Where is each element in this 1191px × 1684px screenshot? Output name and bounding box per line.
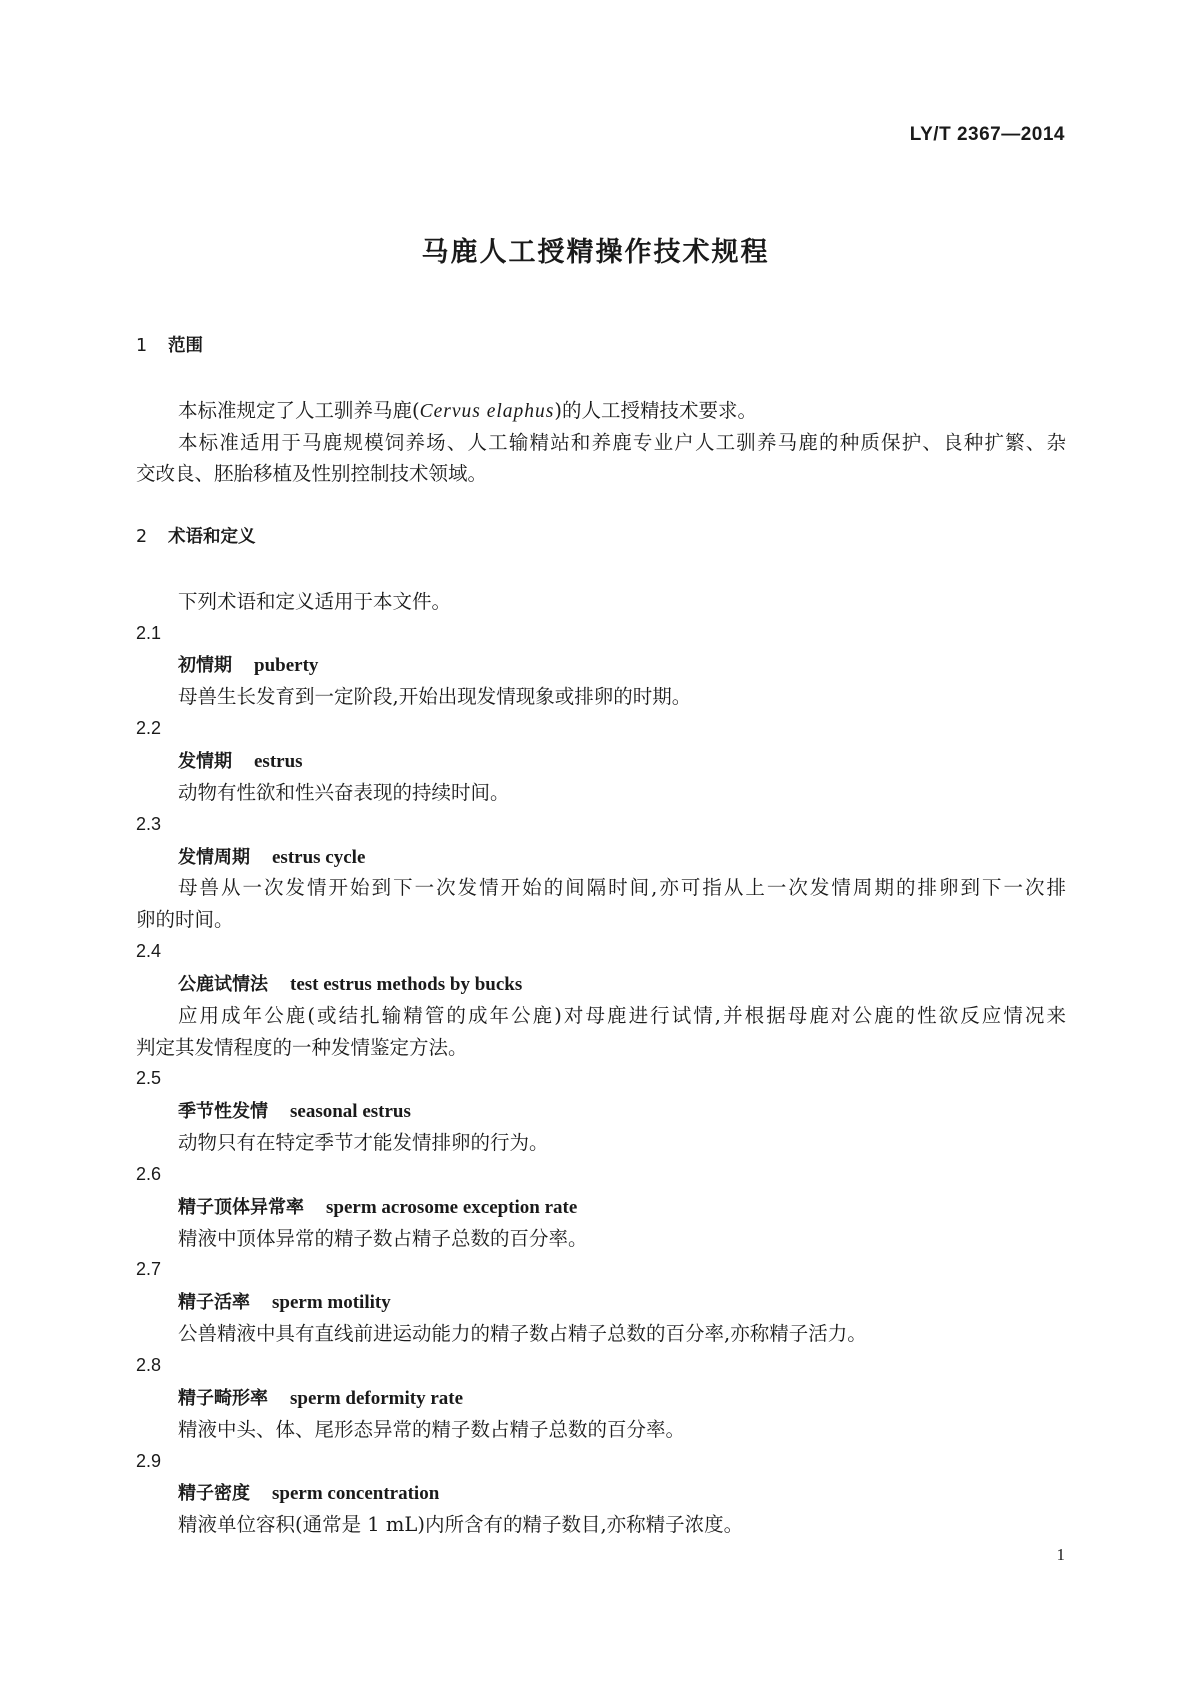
term-english: puberty: [254, 655, 319, 677]
section-number: 2: [136, 527, 148, 548]
term-chinese: 季节性发情: [178, 1101, 268, 1123]
term-definition-line: 卵的时间。: [136, 908, 234, 932]
term-number: 2.9: [136, 1450, 162, 1471]
term-definition-line: 精液中顶体异常的精子数占精子总数的百分率。: [178, 1226, 588, 1250]
page-number: 1: [1056, 1545, 1065, 1564]
term-entry: [136, 1063, 1066, 1159]
term-definition-line: 母兽从一次发情开始到下一次发情开始的间隔时间,亦可指从上一次发情周期的排卵到下一次排: [178, 876, 1066, 900]
term-english: test estrus methods by bucks: [290, 973, 523, 995]
scope-paragraph-1: [136, 395, 1066, 427]
scope-paragraph-2-line: 交改良、胚胎移植及性别控制技术领域。: [136, 462, 488, 486]
term-entry: [136, 1254, 1066, 1350]
term-entry: [136, 618, 1066, 714]
term-definition-line: 精液单位容积(通常是 1 mL)内所含有的精子数目,亦称精子浓度。: [178, 1513, 744, 1537]
term-english: estrus cycle: [272, 846, 366, 868]
term-entry: [136, 809, 1066, 936]
term-definition-line: 动物有性欲和性兴奋表现的持续时间。: [178, 780, 510, 804]
term-chinese: 精子畸形率: [178, 1387, 268, 1409]
term-entry: [136, 936, 1066, 1063]
document-body: [136, 331, 1066, 1541]
term-number: 2.4: [136, 941, 162, 962]
term-english: sperm concentration: [272, 1483, 440, 1505]
term-definition-line: 动物只有在特定季节才能发情排卵的行为。: [178, 1131, 549, 1155]
section-title: 范围: [168, 336, 203, 356]
term-title: [136, 1191, 1066, 1223]
term-number: 2.2: [136, 718, 162, 739]
term-chinese: 公鹿试情法: [178, 973, 268, 995]
term-entry: [136, 1446, 1066, 1542]
term-chinese: 发情期: [178, 750, 232, 772]
term-chinese: 精子顶体异常率: [178, 1196, 304, 1218]
section-number: 1: [136, 336, 148, 356]
term-title: [136, 1095, 1066, 1127]
terms-intro: 下列术语和定义适用于本文件。: [178, 589, 452, 613]
term-chinese: 精子密度: [178, 1483, 250, 1505]
latin-name: Cervus elaphus: [419, 400, 555, 422]
term-entry: [136, 1350, 1066, 1446]
term-entry: [136, 713, 1066, 809]
term-english: seasonal estrus: [290, 1101, 411, 1123]
text: 本标准规定了人工驯养马鹿(: [178, 398, 420, 422]
term-number: 2.7: [136, 1259, 162, 1280]
section-title: 术语和定义: [168, 527, 256, 548]
term-definition-line: 公兽精液中具有直线前进运动能力的精子数占精子总数的百分率,亦称精子活力。: [178, 1322, 867, 1346]
term-chinese: 发情周期: [178, 846, 250, 868]
term-entry: [136, 1159, 1066, 1255]
term-definition-line: 应用成年公鹿(或结扎输精管的成年公鹿)对母鹿进行试情,并根据母鹿对公鹿的性欲反应情况来: [178, 1003, 1066, 1027]
term-title: [136, 841, 1066, 873]
document-title: 马鹿人工授精操作技术规程: [421, 237, 770, 268]
term-definition-line: 精液中头、体、尾形态异常的精子数占精子总数的百分率。: [178, 1417, 686, 1441]
term-number: 2.8: [136, 1355, 162, 1375]
term-number: 2.1: [136, 622, 162, 643]
term-title: [136, 649, 1066, 681]
term-number: 2.3: [136, 813, 162, 834]
term-definition-line: 母兽生长发育到一定阶段,开始出现发情现象或排卵的时期。: [178, 685, 692, 709]
term-definition-line: 判定其发情程度的一种发情鉴定方法。: [136, 1035, 468, 1059]
section-heading-terms: [136, 522, 1066, 554]
term-chinese: 初情期: [178, 655, 232, 677]
section-heading-scope: [136, 331, 1066, 363]
standard-number: LY/T 2367—2014: [909, 124, 1065, 145]
scope-paragraph-2-line: 本标准适用于马鹿规模饲养场、人工输精站和养鹿专业户人工驯养马鹿的种质保护、良种扩繁、杂: [178, 430, 1066, 454]
term-title: [136, 1477, 1066, 1509]
term-english: sperm motility: [272, 1292, 391, 1314]
term-title: [136, 968, 1066, 1000]
term-number: 2.5: [136, 1068, 162, 1089]
term-english: sperm deformity rate: [290, 1387, 464, 1409]
term-title: [136, 1382, 1066, 1414]
term-number: 2.6: [136, 1163, 162, 1184]
term-english: sperm acrosome exception rate: [326, 1196, 578, 1218]
term-chinese: 精子活率: [178, 1292, 250, 1314]
term-title: [136, 1286, 1066, 1318]
term-title: [136, 745, 1066, 777]
text: )的人工授精技术要求。: [554, 398, 757, 422]
term-english: estrus: [254, 750, 303, 772]
